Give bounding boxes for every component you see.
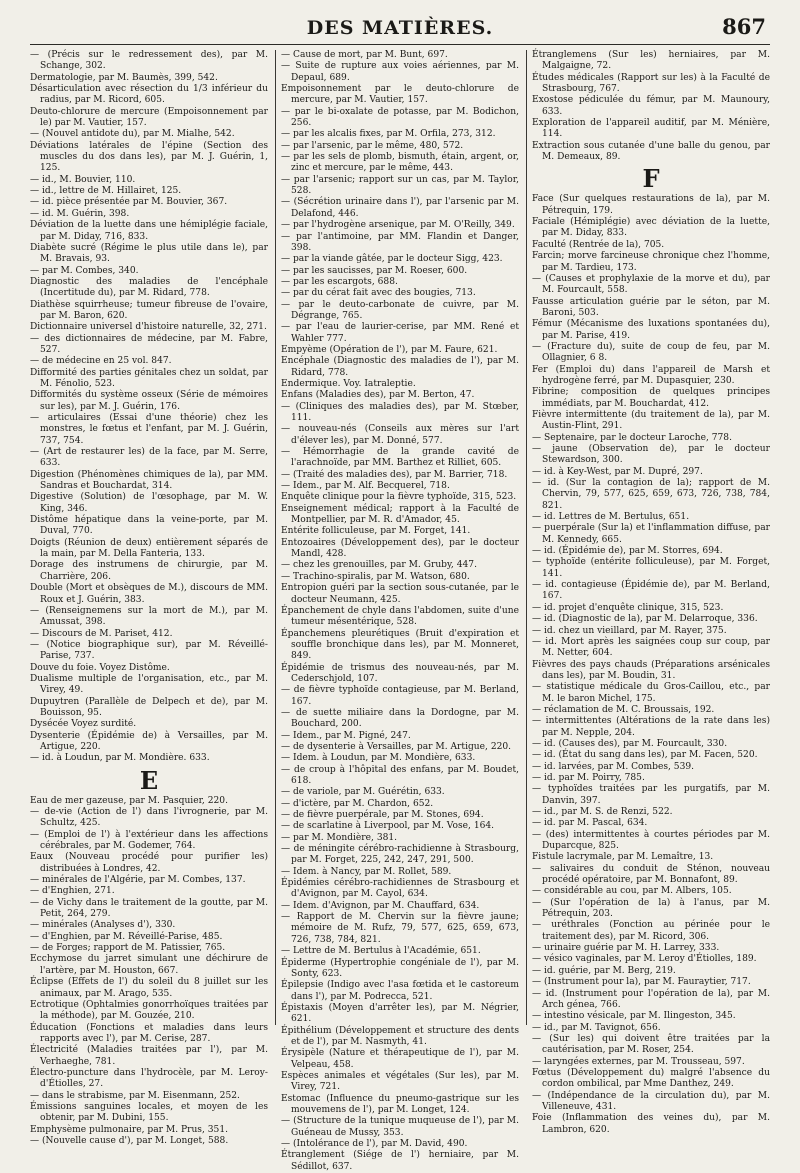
index-entry: — de fièvre puerpérale, par M. Stones, 694. bbox=[281, 810, 484, 821]
index-entry: Faculté (Rentrée de la), 705. bbox=[532, 239, 665, 250]
index-entry: — (Sur l'opération de la) à l'anus, par M. Pétrequin, 203. bbox=[532, 897, 770, 920]
index-entry: — Cause de mort, par M. Bunt, 697. bbox=[281, 50, 448, 60]
index-entry: — de Vichy dans le traitement de la goutte, par M. Petit, 264, 279. bbox=[30, 897, 268, 920]
index-entry: — par les alcalis fixes, par M. Orfila, 273, 312. bbox=[281, 129, 496, 140]
index-entry: — Idem. d'Avignon, par M. Chauffard, 634. bbox=[281, 900, 480, 911]
index-entry: Entropion guéri par la section sous-cutanée, par le docteur Neumann, 425. bbox=[281, 583, 519, 605]
index-entry: Emphysème pulmonaire, par M. Prus, 351. bbox=[30, 1124, 228, 1135]
index-entry: Empoisonnement par le deuto-chlorure de mercure, par M. Vautier, 157. bbox=[281, 84, 519, 106]
index-entry: Diathèse squirrheuse; tumeur fibreuse de l'ovaire, par M. Baron, 620. bbox=[30, 299, 268, 321]
index-entry: — par l'arsenic, par le même, 480, 572. bbox=[281, 140, 464, 151]
index-entry: Épistaxis (Moyen d'arrêter les), par M. Négrier, 621. bbox=[281, 1002, 519, 1025]
page-header bbox=[30, 14, 770, 45]
index-entry: Double (Mort et obsèques de M.), discours de MM. Roux et J. Guérin, 383. bbox=[30, 583, 268, 605]
index-entry: — considérable au cou, par M. Albers, 105. bbox=[532, 886, 732, 897]
index-entry: — Idem., par M. Alf. Becquerel, 718. bbox=[281, 481, 450, 492]
index-entry: — par M. Combes, 340. bbox=[30, 265, 139, 276]
index-entry: — vésico vaginales, par M. Leroy d'Étiolles, 189. bbox=[532, 954, 757, 965]
index-entry: Estomac (Influence du pneumo-gastrique sur les mouvemens de l'), par M. Longet, 124. bbox=[281, 1093, 519, 1115]
index-entry: — (Instrument pour la), par M. Fauraytier, 717. bbox=[532, 977, 751, 988]
index-entry: — Trachino-spiralis, par M. Watson, 680. bbox=[281, 571, 470, 582]
index-entry: — id. guérie, par M. Berg, 219. bbox=[532, 965, 676, 976]
index-entry: — intestino vésicale, par M. Ilingeston, 345. bbox=[532, 1011, 736, 1022]
index-entry: Diagnostic des maladies de l'encéphale (Incertitude du), par M. Ridard, 778. bbox=[30, 276, 268, 299]
index-entry: — par les saucisses, par M. Roeser, 600. bbox=[281, 265, 468, 276]
index-entry: — jaune (Observation de), par le docteur Stewardson, 300. bbox=[532, 444, 770, 466]
index-entry: — de méningite cérébro-rachidienne à Strasbourg, par M. Forget, 225, 242, 247, 291, 500. bbox=[281, 844, 519, 866]
index-entry: — Idem., par M. Pigné, 247. bbox=[281, 730, 411, 741]
index-entry: Fibrine; composition de quelques principes immédiats, par M. Bouchardat, 412. bbox=[532, 387, 770, 409]
index-entry: — urinaire guérie par M. H. Larrey, 333. bbox=[532, 943, 720, 954]
index-entry: — Rapport de M. Chervin sur la fièvre jaune; mémoire de M. Rufz, 79, 577, 625, 659, 673, 726, 738, 784, 821. bbox=[281, 912, 519, 945]
index-entry: Diabète sucré (Régime le plus utile dans le), par M. Bravais, 93. bbox=[30, 242, 268, 265]
index-entry: — typhoïdes traitées par les purgatifs, par M. Danvin, 397. bbox=[532, 784, 770, 806]
index-entry: Espèces animales et végétales (Sur les), par M. Virey, 721. bbox=[281, 1070, 519, 1093]
index-column-2 bbox=[281, 50, 519, 1172]
running-title: DES MATIÈRES. bbox=[306, 17, 494, 39]
index-entry: — id. par M. Pascal, 634. bbox=[532, 818, 648, 829]
index-entry: — de scarlatine à Liverpool, par M. Vose, 164. bbox=[281, 821, 495, 832]
index-entry: — id. projet d'enquête clinique, 315, 523. bbox=[532, 602, 724, 613]
index-entry: Épanchement de chyle dans l'abdomen, suite d'une tumeur mésentérique, 528. bbox=[281, 605, 519, 628]
index-entry: — (Causes et prophylaxie de la morve et du), par M. Fourcault, 558. bbox=[532, 273, 770, 296]
index-entry: — de-vie (Action de l') dans l'ivrognerie, par M. Schultz, 425. bbox=[30, 807, 268, 829]
index-entry: — id. à Key-West, par M. Dupré, 297. bbox=[532, 466, 703, 477]
index-entry: Dysenterie (Épidémie de) à Versailles, par M. Artigue, 220. bbox=[30, 730, 268, 752]
index-entry: — réclamation de M. C. Broussais, 192. bbox=[532, 704, 715, 715]
index-entry: — par l'arsenic; rapport sur un cas, par M. Taylor, 528. bbox=[281, 174, 519, 197]
index-entry: Étranglement (Siége de l') herniaire, par M. Sédillot, 637. bbox=[281, 1150, 519, 1172]
index-entry: — par du cérat fait avec des bougies, 713. bbox=[281, 288, 476, 299]
index-entry: — par les sels de plomb, bismuth, étain, argent, or, zinc et mercure, par le même, 443. bbox=[281, 152, 519, 174]
index-entry: — id., par M. Tavignot, 656. bbox=[532, 1022, 661, 1033]
index-entry: — d'Enghien, 271. bbox=[30, 886, 115, 897]
index-entry: — de médecine en 25 vol. 847. bbox=[30, 356, 172, 367]
index-entry: — id., lettre de M. Hillairet, 125. bbox=[30, 186, 182, 197]
index-entry: — (Art de restaurer les) de la face, par M. Serre, 633. bbox=[30, 447, 268, 469]
index-entry: Éducation (Fonctions et maladies dans leurs rapports avec l'), par M. Cerise, 287. bbox=[30, 1022, 268, 1044]
index-entry: — id. par M. Poirry, 785. bbox=[532, 772, 645, 783]
column-divider bbox=[526, 50, 527, 1025]
index-entry: — id., M. Bouvier, 110. bbox=[30, 174, 136, 185]
index-entry: — Idem. à Loudun, par M. Mondière, 633. bbox=[281, 753, 476, 764]
index-entry: Déviations latérales de l'épine (Section des muscles du dos dans les), par M. J. Guérin, 1, 125. bbox=[30, 140, 268, 174]
index-entry: Étranglemens (Sur les) herniaires, par M. Malgaigne, 72. bbox=[532, 50, 770, 72]
index-entry: Deuto-chlorure de mercure (Empoisonnement par le) par M. Vautier, 157. bbox=[30, 106, 268, 129]
index-entry: — Idem. à Nancy, par M. Rollet, 589. bbox=[281, 866, 452, 877]
index-entry: Éclipse (Effets de l') du soleil du 8 juillet sur les animaux, par M. Arago, 535. bbox=[30, 977, 268, 999]
index-entry: Épithélium (Développement et structure des dents et de l'), par M. Nasmyth, 41. bbox=[281, 1025, 519, 1047]
index-entry: Épidémies cérébro-rachidiennes de Strasbourg et d'Avignon, par M. Cayol, 634. bbox=[281, 878, 519, 900]
index-entry: — de suette miliaire dans la Dordogne, par M. Bouchard, 200. bbox=[281, 707, 519, 730]
index-entry: Foie (Inflammation des veines du), par M. Lambron, 620. bbox=[532, 1113, 770, 1135]
index-entry: — nouveau-nés (Conseils aux mères sur l'art d'élever les), par M. Donné, 577. bbox=[281, 424, 519, 446]
index-entry: — (Intolérance de l'), par M. David, 490. bbox=[281, 1139, 468, 1149]
index-entry: — id. (Causes des), par M. Fourcault, 330. bbox=[532, 738, 728, 749]
index-entry: — (Indépendance de la circulation du), par M. Villeneuve, 431. bbox=[532, 1090, 770, 1112]
index-entry: Douve du foie. Voyez Distôme. bbox=[30, 662, 170, 673]
index-entry: — id. (Épidémie de), par M. Storres, 694. bbox=[532, 546, 723, 557]
index-entry: Fistule lacrymale, par M. Lemaître, 13. bbox=[532, 852, 714, 863]
index-entry: — id. chez un vieillard, par M. Rayer, 375. bbox=[532, 625, 727, 636]
index-entry: Dupuytren (Parallèle de Delpech et de), par M. Bouisson, 95. bbox=[30, 696, 268, 718]
index-entry: Épiderme (Hypertrophie congéniale de l'), par M. Sonty, 623. bbox=[281, 957, 519, 979]
index-entry: Encéphale (Diagnostic des maladies de l'), par M. Ridard, 778. bbox=[281, 356, 519, 378]
index-entry: Exostose pédiculée du fémur, par M. Maunoury, 633. bbox=[532, 95, 770, 117]
index-entry: Difformités du système osseux (Série de mémoires sur les), par M. J. Guérin, 176. bbox=[30, 390, 268, 412]
index-entry: — statistique médicale du Gros-Caillou, etc., par M. le baron Michel, 175. bbox=[532, 682, 770, 704]
index-entry: — typhoïde (entérite folliculeuse), par M. Forget, 141. bbox=[532, 557, 770, 579]
index-entry: Face (Sur quelques restaurations de la), par M. Pétrequin, 179. bbox=[532, 194, 770, 216]
index-entry: Dorage des instrumens de chirurgie, par M. Charrière, 206. bbox=[30, 560, 268, 582]
index-entry: — id. Mort après les saignées coup sur coup, par M. Netter, 604. bbox=[532, 636, 770, 659]
index-entry: — id. M. Guérin, 398. bbox=[30, 208, 130, 219]
index-entry: — id. larvées, par M. Combes, 539. bbox=[532, 761, 695, 772]
section-letter-heading: E bbox=[139, 765, 159, 795]
index-entry: Fémur (Mécanisme des luxations spontanées du), par M. Parise, 419. bbox=[532, 319, 770, 341]
index-entry: Fièvres des pays chauds (Préparations arsénicales dans les), par M. Boudin, 31. bbox=[532, 659, 770, 681]
index-entry: — (Notice biographique sur), par M. Réveillé-Parise, 737. bbox=[30, 639, 268, 662]
index-entry: Digestive (Solution) de l'œsophage, par M. W. King, 346. bbox=[30, 492, 268, 514]
index-entry: — (Précis sur le redressement des), par M. Schange, 302. bbox=[30, 50, 268, 72]
index-entry: Ecchymose du jarret simulant une déchirure de l'artère, par M. Houston, 667. bbox=[30, 954, 268, 976]
index-entry: — de dysenterie à Versailles, par M. Artigue, 220. bbox=[281, 741, 512, 752]
index-entry: Épidémie de trismus des nouveau-nés, par M. Cederschjold, 107. bbox=[281, 662, 519, 684]
index-entry: Dysécée Voyez surdité. bbox=[30, 719, 137, 730]
index-entry: — Suite de rupture aux voies aériennes, par M. Depaul, 689. bbox=[281, 61, 519, 83]
index-entry: — laryngées externes, par M. Trousseau, 597. bbox=[532, 1056, 745, 1067]
index-entry: Enfans (Maladies des), par M. Berton, 47. bbox=[281, 390, 475, 401]
index-entry: — id. (Diagnostic de la), par M. Delarroque, 336. bbox=[532, 614, 758, 625]
index-entry: — puerpérale (Sur la) et l'inflammation diffuse, par M. Kennedy, 665. bbox=[532, 523, 770, 545]
index-entry: Digestion (Phénomènes chimiques de la), par MM. Sandras et Bouchardat, 314. bbox=[30, 469, 268, 492]
index-entry: Extraction sous cutanée d'une balle du genou, par M. Demeaux, 89. bbox=[532, 140, 770, 163]
index-entry: — (Cliniques des maladies des), par M. Stœber, 111. bbox=[281, 401, 519, 423]
index-entry: Fièvre intermittente (du traitement de la), par M. Austin-Flint, 291. bbox=[532, 409, 770, 432]
index-entry: Entozoaires (Développement des), par le docteur Mandl, 428. bbox=[281, 537, 519, 560]
index-entry: Dualisme multiple de l'organisation, etc., par M. Virey, 49. bbox=[30, 673, 268, 696]
index-entry: — id. (État du sang dans les), par M. Facen, 520. bbox=[532, 750, 758, 761]
index-entry: — par les escargots, 688. bbox=[281, 276, 398, 287]
index-entry: — (Renseignemens sur la mort de M.), par M. Amussat, 398. bbox=[30, 605, 268, 628]
index-entry: Érysipèle (Nature et thérapeutique de l'), par M. Velpeau, 458. bbox=[281, 1048, 519, 1070]
index-entry: — par l'antimoine, par MM. Flandin et Danger, 398. bbox=[281, 231, 519, 253]
index-entry: — (Traité des maladies des), par M. Barrier, 718. bbox=[281, 469, 508, 480]
index-entry: — par M. Mondière, 381. bbox=[281, 832, 398, 843]
index-entry: — (Nouvel antidote du), par M. Mialhe, 542. bbox=[30, 129, 235, 140]
column-divider bbox=[275, 50, 276, 1025]
index-entry: Eaux (Nouveau procédé pour purifier les) distribuées à Londres, 42. bbox=[30, 852, 268, 874]
index-entry: — id. Lettres de M. Bertulus, 651. bbox=[532, 512, 690, 523]
index-entry: — Septenaire, par le docteur Laroche, 778. bbox=[532, 432, 732, 443]
index-entry: Dermatologie, par M. Baumès, 399, 542. bbox=[30, 72, 218, 83]
index-entry: Farcin; morve farcineuse chronique chez l'homme, par M. Tardieu, 173. bbox=[532, 251, 770, 273]
index-entry: Enquête clinique pour la fièvre typhoïde, 315, 523. bbox=[281, 492, 517, 503]
index-entry: Émissions sanguines locales, et moyen de les obtenir, par M. Dubini, 155. bbox=[30, 1101, 268, 1124]
index-columns bbox=[30, 50, 770, 1172]
index-entry: Épanchemens pleurétiques (Bruit d'expiration et souffle bronchique dans les), par M. Monneret, 849. bbox=[281, 628, 519, 662]
index-entry: — id. à Loudun, par M. Mondière. 633. bbox=[30, 753, 210, 764]
index-entry: — d'Enghien, par M. Réveillé-Parise, 485. bbox=[30, 931, 223, 942]
index-entry: — id. (Sur la contagion de la); rapport de M. Chervin, 79, 577, 625, 659, 673, 726, 738, 784, 821. bbox=[532, 478, 770, 511]
index-entry: Fœtus (Développement du) malgré l'absence du cordon ombilical, par Mme Danthez, 249. bbox=[532, 1067, 770, 1090]
index-entry: — Hémorrhagie de la grande cavité de l'arachnoïde, par MM. Barthez et Rilliet, 605. bbox=[281, 447, 519, 469]
index-column-1 bbox=[30, 50, 268, 1146]
index-entry: — de croup à l'hôpital des enfans, par M. Boudet, 618. bbox=[281, 764, 519, 786]
index-entry: Entérite folliculeuse, par M. Forget, 141. bbox=[281, 526, 471, 537]
index-entry: — Lettre de M. Bertulus à l'Académie, 651. bbox=[281, 946, 481, 957]
index-entry: Exploration de l'appareil auditif, par M. Ménière, 114. bbox=[532, 118, 770, 140]
index-entry: — de Forges; rapport de M. Patissier, 765. bbox=[30, 943, 226, 954]
index-entry: Électricité (Maladies traitées par l'), par M. Verhaeghe, 781. bbox=[30, 1045, 268, 1067]
index-entry: Dictionnaire universel d'histoire naturelle, 32, 271. bbox=[30, 322, 267, 333]
index-entry: — dans le strabisme, par M. Eisenmann, 252. bbox=[30, 1090, 240, 1101]
index-entry: — id. contagieuse (Épidémie de), par M. Berland, 167. bbox=[532, 580, 770, 602]
index-entry: Doigts (Réunion de deux) entièrement séparés de la main, par M. Della Fanteria, 133. bbox=[30, 537, 268, 560]
index-entry: Distôme hépatique dans la veine-porte, par M. Duval, 770. bbox=[30, 515, 268, 537]
index-entry: — minérales de l'Algérie, par M. Combes, 137. bbox=[30, 875, 246, 886]
index-entry: Faciale (Hémiplégie) avec déviation de la luette, par M. Diday, 833. bbox=[532, 217, 770, 239]
index-entry: — Discours de M. Pariset, 412. bbox=[30, 628, 173, 639]
index-entry: Épilepsie (Indigo avec l'asa fœtida et le castoreum dans l'), par M. Podrecca, 521. bbox=[281, 980, 519, 1002]
index-entry: — (Emploi de l') à l'extérieur dans les affections cérébrales, par M. Godemer, 764. bbox=[30, 829, 268, 852]
index-entry: Endermique. Voy. Iatraleptie. bbox=[281, 378, 416, 389]
index-entry: — (Structure de la tunique muqueuse de l'), par M. Guéneau de Mussy, 353. bbox=[281, 1116, 519, 1138]
index-entry: — de variole, par M. Guérétin, 633. bbox=[281, 787, 445, 798]
index-column-3 bbox=[532, 50, 770, 1135]
index-entry: Enseignement médical; rapport à la Faculté de Montpellier, par M. R. d'Amador, 45. bbox=[281, 503, 519, 526]
index-entry: Eau de mer gazeuse, par M. Pasquier, 220. bbox=[30, 795, 228, 806]
index-entry: — intermittentes (Altérations de la rate dans les) par M. Nepple, 204. bbox=[532, 716, 770, 738]
page-number: 867 bbox=[722, 14, 766, 39]
index-entry: Désarticulation avec résection du 1/3 inférieur du radius, par M. Ricord, 605. bbox=[30, 84, 268, 106]
index-entry: — (Sécrétion urinaire dans l'), par l'arsenic par M. Delafond, 446. bbox=[281, 197, 519, 219]
section-letter-heading: F bbox=[642, 164, 660, 194]
index-entry: — par le deuto-carbonate de cuivre, par M. Dégrange, 765. bbox=[281, 299, 519, 321]
index-entry: Déviation de la luette dans une hémiplégie faciale, par M. Diday, 716, 833. bbox=[30, 220, 268, 242]
index-entry: — (Sur les) qui doivent être traitées par la cautérisation, par M. Roser, 254. bbox=[532, 1033, 770, 1056]
index-entry: — par l'eau de laurier-cerise, par MM. René et Wahler 777. bbox=[281, 322, 519, 344]
index-entry: — (des) intermittentes à courtes périodes par M. Duparcque, 825. bbox=[532, 829, 770, 852]
index-entry: — de fièvre typhoïde contagieuse, par M. Berland, 167. bbox=[281, 685, 519, 707]
index-entry: Empyème (Opération de l'), par M. Faure, 621. bbox=[281, 344, 498, 355]
index-entry: — id. pièce présentée par M. Bouvier, 367. bbox=[30, 197, 228, 208]
index-entry: — par l'hydrogène arsenique, par M. O'Reilly, 349. bbox=[281, 220, 515, 231]
index-entry: Fer (Emploi du) dans l'appareil de Marsh et hydrogène ferré, par M. Dupasquier, 230. bbox=[532, 364, 770, 386]
index-entry: Fausse articulation guérie par le séton, par M. Baroni, 503. bbox=[532, 296, 770, 318]
index-entry: — articulaires (Essai d'une théorie) chez les monstres, le fœtus et l'enfant, par M. J. Guérin, 737, 754. bbox=[30, 413, 268, 446]
index-entry: — d'ictère, par M. Chardon, 652. bbox=[281, 798, 434, 809]
index-entry: — par le bi-oxalate de potasse, par M. Bodichon, 256. bbox=[281, 106, 519, 129]
index-entry: — (Fracture du), suite de coup de feu, par M. Ollagnier, 6 8. bbox=[532, 341, 770, 364]
index-entry: — minérales (Analyses d'), 330. bbox=[30, 920, 176, 931]
index-entry: — chez les grenouilles, par M. Gruby, 447. bbox=[281, 560, 477, 571]
index-entry: Ectrotique (Ophtalmies gonorrhoïques traitées par la méthode), par M. Gouzée, 210. bbox=[30, 999, 268, 1022]
index-entry: Études médicales (Rapport sur les) à la Faculté de Strasbourg, 767. bbox=[532, 72, 770, 95]
index-entry: Difformité des parties génitales chez un soldat, par M. Fénolio, 523. bbox=[30, 367, 268, 389]
index-entry: — par la viande gâtée, par le docteur Sigg, 423. bbox=[281, 254, 503, 265]
index-entry: — (Nouvelle cause d'), par M. Longet, 588. bbox=[30, 1135, 229, 1146]
index-entry: Électro-puncture dans l'hydrocèle, par M. Leroy-d'Étiolles, 27. bbox=[30, 1067, 268, 1090]
index-entry: — salivaires du conduit de Sténon, nouveau procédé opératoire, par M. Bonnafont, 89. bbox=[532, 863, 770, 886]
index-entry: — des dictionnaires de médecine, par M. Fabre, 527. bbox=[30, 333, 268, 355]
index-entry: — id., par M. S. de Renzi, 522. bbox=[532, 807, 673, 817]
index-entry: — id. (Instrument pour l'opération de la), par M. Arch génea, 766. bbox=[532, 988, 770, 1010]
index-entry: — uréthrales (Fonction au périnée pour le traitement des), par M. Ricord, 306. bbox=[532, 920, 770, 942]
